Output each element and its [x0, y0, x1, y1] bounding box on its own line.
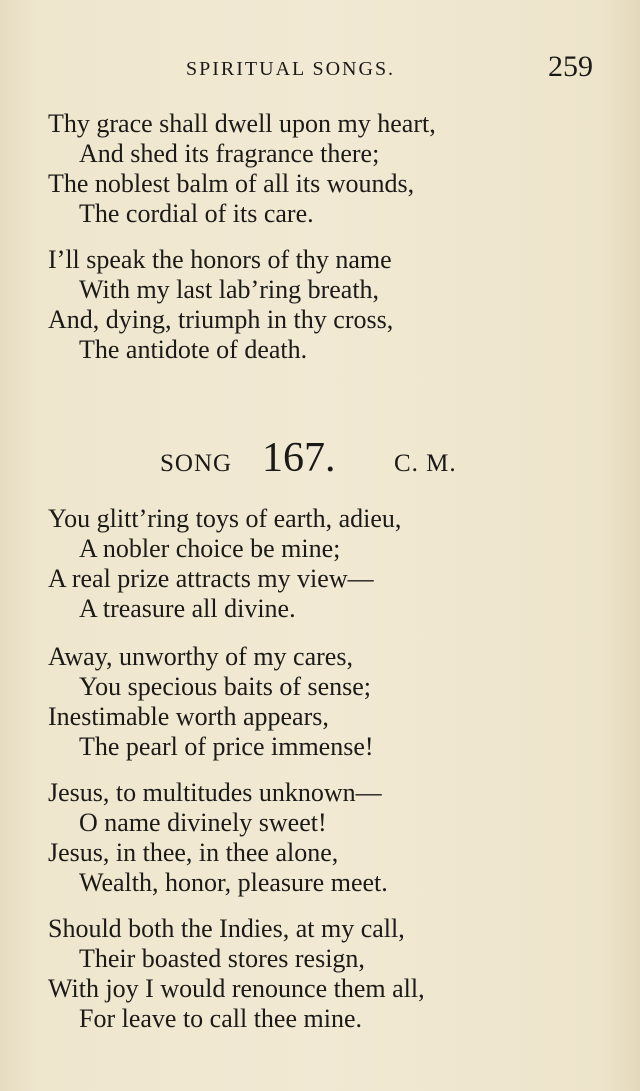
page-number: 259 — [548, 50, 593, 83]
verse-line: The cordial of its care. — [79, 199, 314, 228]
verse-line: Away, unworthy of my cares, — [48, 642, 353, 671]
verse-line: A treasure all divine. — [79, 594, 296, 623]
stanza-2 — [48, 642, 608, 762]
song-label: SONG — [160, 450, 233, 477]
verse-line: With joy I would renounce them all, — [48, 974, 425, 1003]
verse-line: Their boasted stores resign, — [79, 944, 365, 973]
verse-line: Should both the Indies, at my call, — [48, 914, 405, 943]
verse-line: The pearl of price immense! — [79, 732, 374, 761]
verse-line: You specious baits of sense; — [79, 672, 372, 701]
song-meter: C. M. — [394, 450, 457, 477]
verse-line: The antidote of death. — [79, 335, 308, 364]
verse-line: Wealth, honor, pleasure meet. — [79, 868, 388, 897]
verse-line: The noblest balm of all its wounds, — [48, 169, 415, 198]
running-title: SPIRITUAL SONGS. — [186, 58, 396, 80]
verse-line: Thy grace shall dwell upon my heart, — [48, 109, 436, 138]
stanza-previous-1 — [48, 109, 608, 229]
verse-line: Inestimable worth appears, — [48, 702, 329, 731]
verse-line: You glitt’ring toys of earth, adieu, — [48, 504, 402, 533]
verse-line: Jesus, in thee, in thee alone, — [48, 838, 339, 867]
verse-line: And shed its fragrance there; — [79, 139, 380, 168]
verse-line: With my last lab’ring breath, — [79, 275, 380, 304]
stanza-1 — [48, 504, 608, 624]
song-heading — [0, 430, 640, 490]
song-number: 167. — [262, 435, 336, 481]
verse-line: Jesus, to multitudes unknown— — [48, 778, 382, 807]
page-header — [0, 48, 640, 88]
verse-line: O name divinely sweet! — [79, 808, 327, 837]
verse-line: I’ll speak the honors of thy name — [48, 245, 392, 274]
verse-line: And, dying, triumph in thy cross, — [48, 305, 394, 334]
verse-line: A real prize attracts my view— — [48, 564, 374, 593]
stanza-4 — [48, 914, 608, 1034]
verse-line: A nobler choice be mine; — [79, 534, 341, 563]
stanza-previous-2 — [48, 245, 608, 365]
stanza-3 — [48, 778, 608, 898]
verse-line: For leave to call thee mine. — [79, 1004, 363, 1033]
